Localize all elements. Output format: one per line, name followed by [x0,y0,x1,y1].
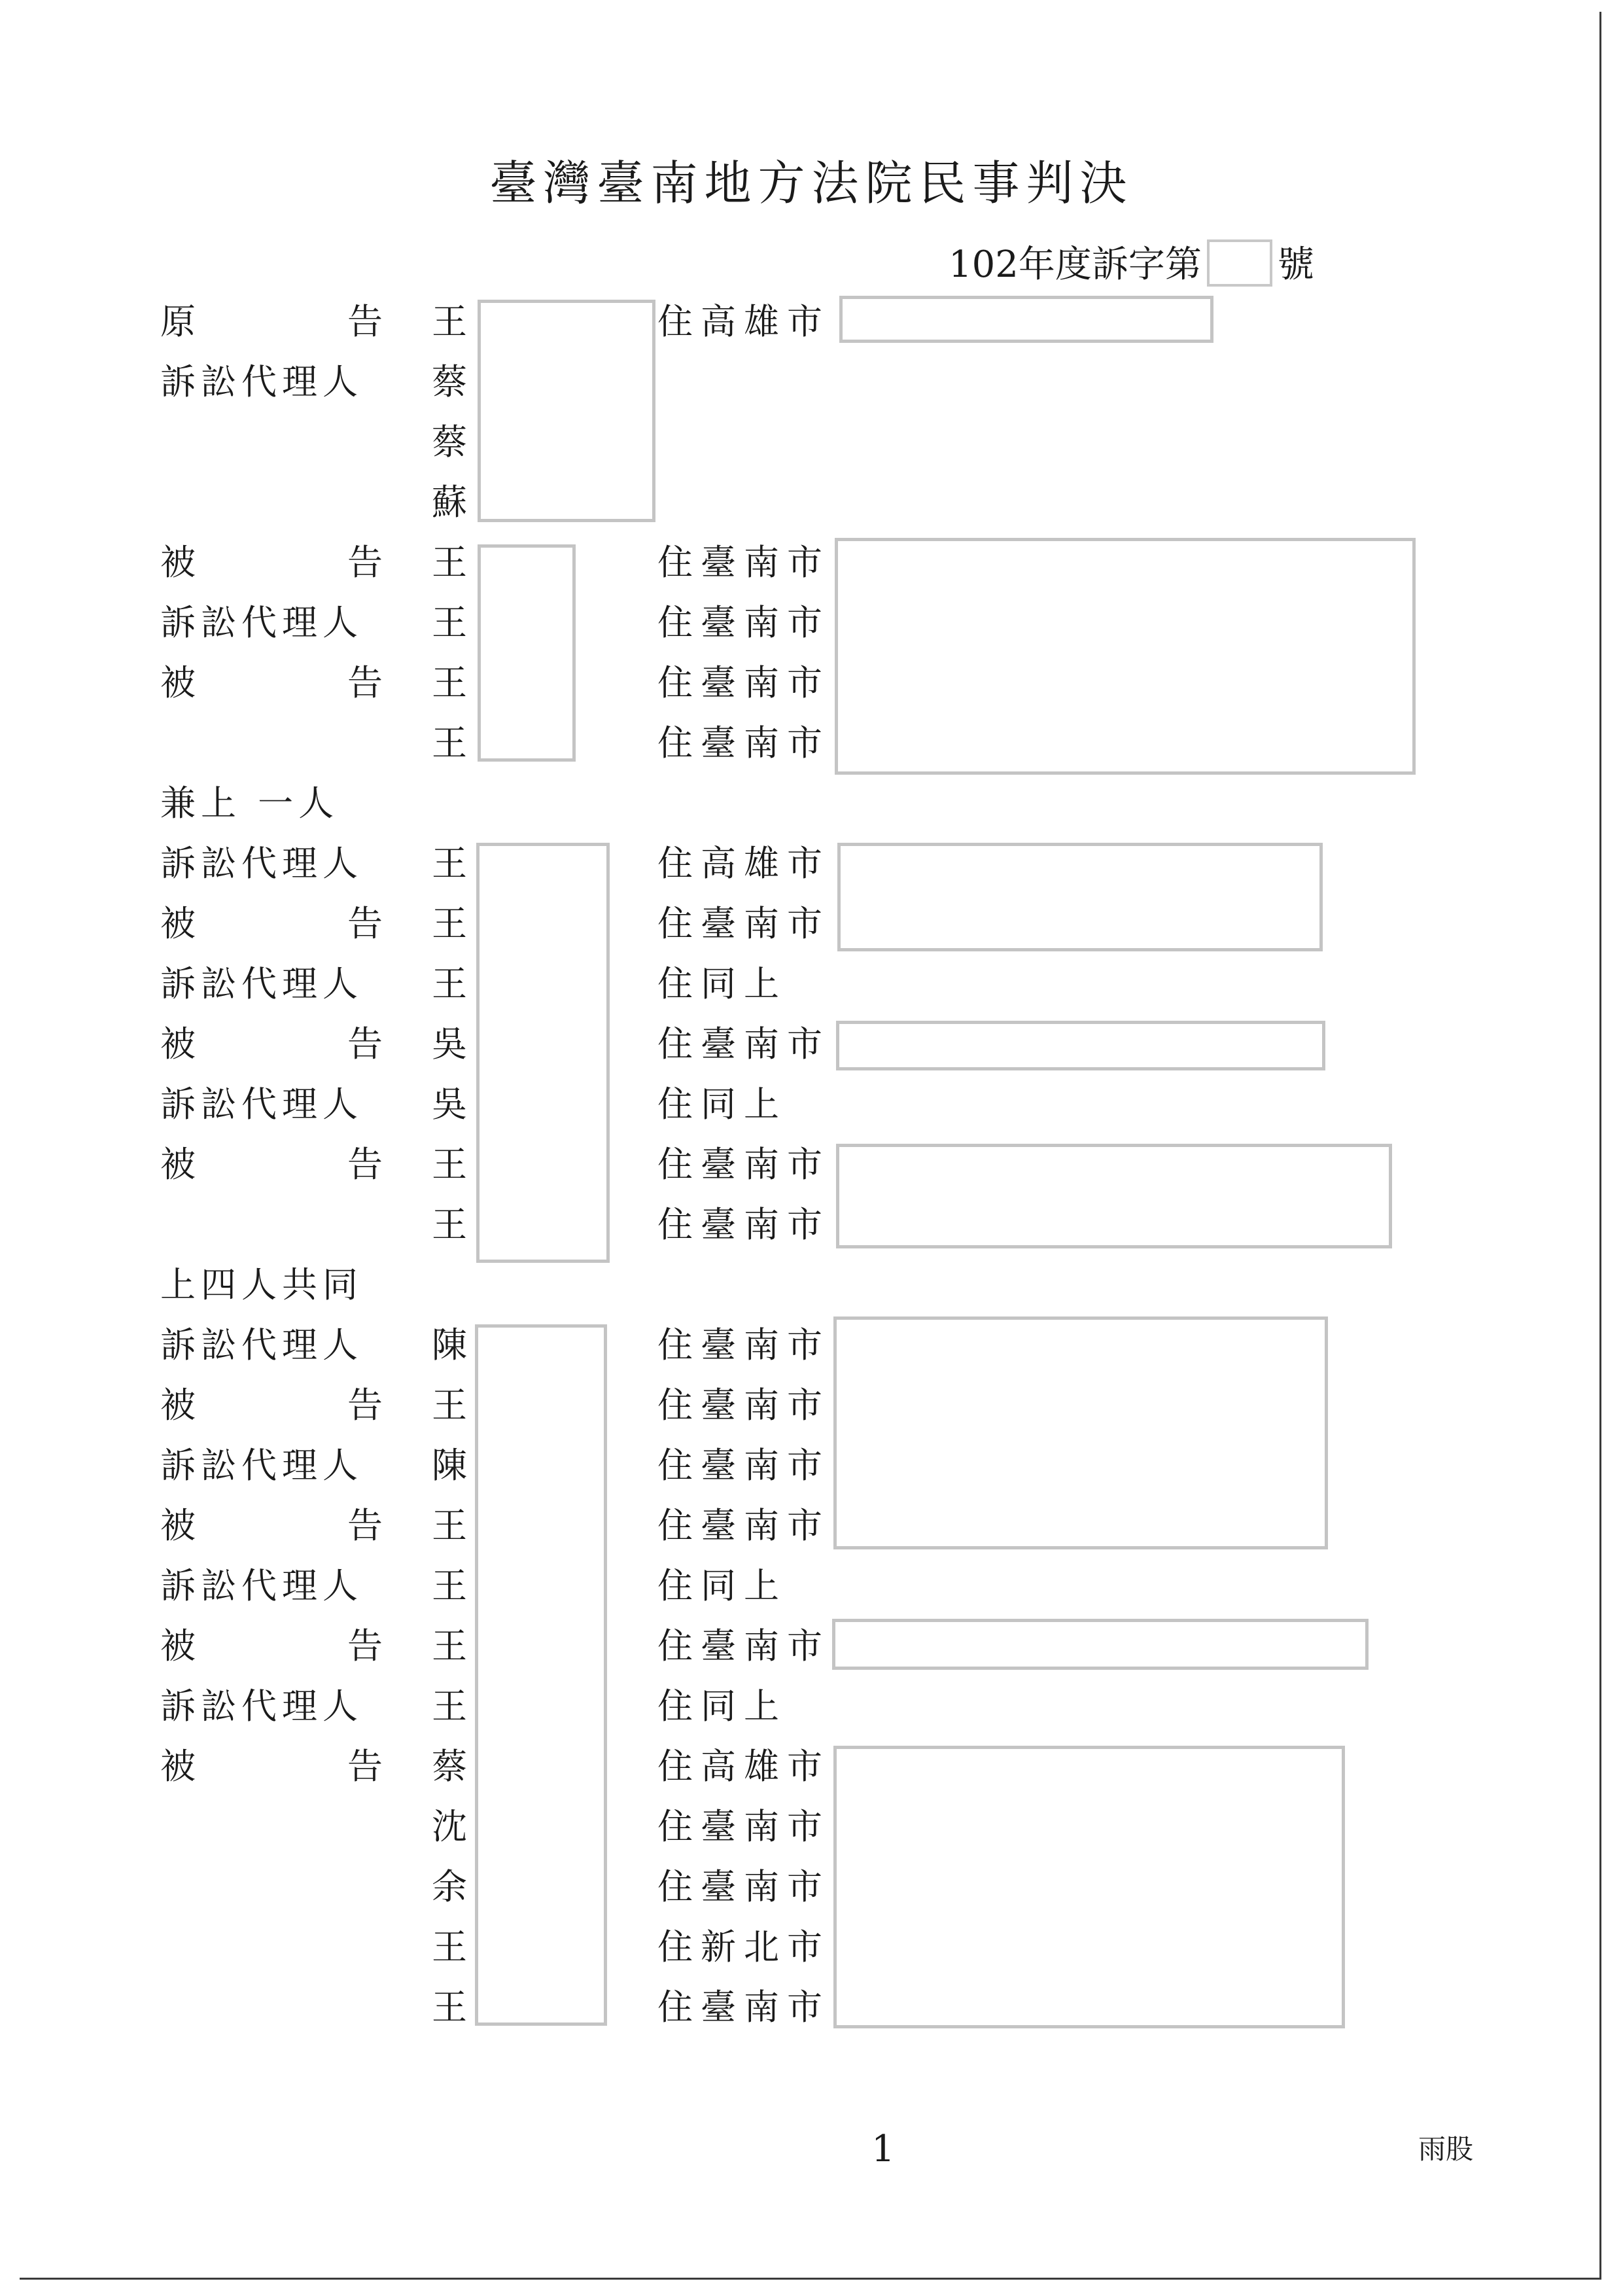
party-address: 住同上 [657,1686,787,1727]
party-address [657,472,841,533]
party-role-char: 告 [347,542,383,583]
party-role: 訴訟代理人 [160,361,363,402]
party-name: 王 [432,1385,467,1426]
party-role: 訴訟代理人 [160,1686,363,1727]
party-address: 住臺南市 [657,1324,830,1366]
redacted-address-box [835,538,1416,775]
court-division: 雨股 [1418,2133,1473,2165]
party-role [160,1195,383,1255]
party-role [160,894,383,954]
party-address: 住臺南市 [657,1505,830,1546]
party-address: 住臺南市 [657,1144,830,1185]
party-role-char: 被 [160,903,196,944]
party-role-char: 告 [347,1746,383,1787]
party-address [657,773,841,834]
redacted-name-box [476,843,610,1263]
party-name: 余 [432,1866,467,1907]
party-name: 王 [432,1987,467,2028]
party-role [160,1135,383,1195]
party-address: 住高雄市 [657,843,830,884]
party-address [657,412,841,472]
party-name: 王 [432,963,467,1004]
party-name: 蔡 [432,421,467,463]
party-name: 王 [432,602,467,643]
redacted-case-number [1207,239,1272,287]
party-role-char: 被 [160,1746,196,1787]
party-address: 住臺南市 [657,1806,830,1847]
party-role [160,292,383,352]
party-name: 吳 [432,1084,467,1125]
page-title: 臺灣臺南地方法院民事判決 [489,156,1134,211]
party-address: 住新北市 [657,1926,830,1968]
party-name: 陳 [432,1445,467,1486]
party-role [160,1857,383,1917]
redacted-address-box [832,1619,1369,1670]
party-name [432,1255,491,1315]
party-role: 訴訟代理人 [160,1445,363,1486]
party-address: 住高雄市 [657,1746,830,1787]
party-role [160,412,383,472]
party-name: 吳 [432,1023,467,1065]
party-address: 住臺南市 [657,1023,830,1065]
party-name: 蘇 [432,482,467,523]
party-role-char: 被 [160,1144,196,1185]
party-role [160,653,383,713]
party-name: 王 [432,542,467,583]
party-name: 王 [432,1565,467,1606]
party-role [160,1375,383,1436]
party-role-char: 被 [160,662,196,703]
party-role [160,533,383,593]
party-name: 王 [432,662,467,703]
party-role: 訴訟代理人 [160,963,363,1004]
party-name: 王 [432,722,467,764]
party-address: 住同上 [657,963,787,1004]
party-name: 王 [432,1144,467,1185]
party-role [160,1014,383,1074]
party-role-char: 被 [160,1505,196,1546]
party-role: 訴訟代理人 [160,1084,363,1125]
party-address: 住臺南市 [657,1385,830,1426]
party-address: 住臺南市 [657,722,830,764]
party-name: 王 [432,1625,467,1667]
redacted-name-box [478,300,655,522]
party-role-char: 告 [347,301,383,342]
redacted-address-box [836,1021,1325,1070]
party-role [160,1917,383,1977]
party-name: 王 [432,301,467,342]
party-address: 住臺南市 [657,1625,830,1667]
party-role-char: 告 [347,1385,383,1426]
party-role-char: 告 [347,662,383,703]
party-role-char: 原 [160,301,196,342]
party-address: 住臺南市 [657,1204,830,1245]
party-role: 訴訟代理人 [160,1324,363,1366]
party-role-char: 告 [347,1625,383,1667]
party-address: 住臺南市 [657,542,830,583]
party-name [432,773,491,834]
party-name: 蔡 [432,1746,467,1787]
party-name: 王 [432,1686,467,1727]
party-role: 兼上 一人 [160,783,340,824]
party-role-char: 被 [160,542,196,583]
party-name: 王 [432,843,467,884]
party-role: 訴訟代理人 [160,843,363,884]
party-role [160,1797,383,1857]
party-address: 住臺南市 [657,1866,830,1907]
case-number-prefix: 102年度訴字第 [949,243,1202,286]
party-role-char: 被 [160,1625,196,1667]
party-name: 王 [432,1926,467,1968]
party-role-char: 告 [347,903,383,944]
party-role-char: 告 [347,1505,383,1546]
redacted-address-box [837,843,1323,951]
party-name: 沈 [432,1806,467,1847]
redacted-name-box [475,1324,607,2026]
party-role-char: 告 [347,1144,383,1185]
redacted-address-box [839,296,1213,343]
redacted-name-box [478,544,576,762]
party-address: 住同上 [657,1084,787,1125]
party-address [657,1255,841,1315]
party-role [160,713,383,773]
party-address: 住臺南市 [657,662,830,703]
party-address [657,352,841,412]
party-role-char: 被 [160,1385,196,1426]
party-name: 陳 [432,1324,467,1366]
party-address: 住臺南市 [657,602,830,643]
party-role [160,1616,383,1676]
party-role-char: 被 [160,1023,196,1065]
redacted-address-box [833,1746,1345,2028]
party-name: 王 [432,1505,467,1546]
party-name: 王 [432,903,467,944]
party-address: 住同上 [657,1565,787,1606]
party-role: 訴訟代理人 [160,1565,363,1606]
party-role [160,472,383,533]
party-address: 住臺南市 [657,903,830,944]
party-address: 住臺南市 [657,1987,830,2028]
party-role [160,1496,383,1556]
party-role: 上四人共同 [160,1264,363,1305]
page-number: 1 [871,2128,895,2170]
party-name: 蔡 [432,361,467,402]
redacted-address-box [833,1316,1328,1549]
party-role [160,1977,383,2038]
party-role [160,1737,383,1797]
party-role: 訴訟代理人 [160,602,363,643]
party-address: 住高雄市 [657,301,830,342]
party-name: 王 [432,1204,467,1245]
case-number [949,236,1420,294]
party-address: 住臺南市 [657,1445,830,1486]
case-number-suffix: 號 [1277,243,1314,286]
party-role-char: 告 [347,1023,383,1065]
redacted-address-box [836,1144,1392,1248]
